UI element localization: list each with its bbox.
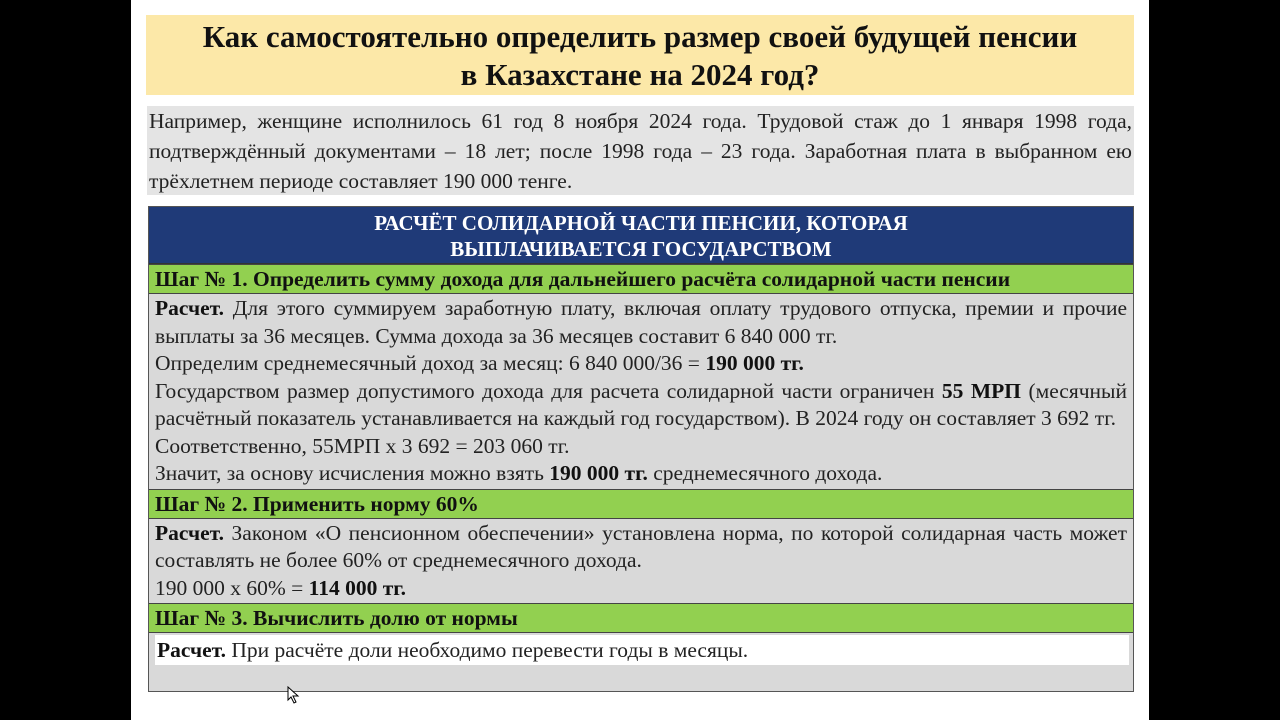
step-3-title: Шаг № 3. Вычислить долю от нормы xyxy=(149,603,1133,633)
step-1-paragraph-4: Соответственно, 55МРП х 3 692 = 203 060 тг. xyxy=(155,433,570,458)
step-1-text-3: Государством размер допустимого дохода для расчета солидарной части ограничен xyxy=(155,378,942,403)
step-1-text-3b: (месячный расчётный показатель устанавливается на каждый год государством). В 2024 году он составляет 3 692 тг. xyxy=(155,378,1128,430)
page-title xyxy=(146,15,1134,95)
step-1-text-1: Для этого суммируем заработную плату, включая оплату трудового отпуска, премии и прочие выплаты за 36 месяцев. Сумма дохода за 36 месяцев составит 6 840 000 тг. xyxy=(155,296,1128,348)
step-2-title: Шаг № 2. Применить норму 60% xyxy=(149,489,1133,519)
step-2-calculation xyxy=(149,519,1133,604)
table-header xyxy=(149,207,1133,264)
step-3-text-1: При расчёте доли необходимо перевести годы в месяцы. xyxy=(231,638,749,662)
step-3-paragraph xyxy=(155,635,1129,665)
intro-paragraph xyxy=(147,106,1134,195)
title-line-1: Как самостоятельно определить размер своей будущей пенсии xyxy=(202,19,1078,54)
step-2-paragraph-1 xyxy=(155,520,1127,575)
table-header-line-1: РАСЧЁТ СОЛИДАРНОЙ ЧАСТИ ПЕНСИИ, КОТОРАЯ xyxy=(374,211,908,235)
step-1-calculation xyxy=(149,294,1133,489)
step-2-text-2: 190 000 х 60% = xyxy=(155,575,309,600)
intro-line-3: выбранном ею трёхлетнем периоде составляет 190 000 тенге. xyxy=(149,139,1132,193)
step-2-text-1: Законом «О пенсионном обеспечении» установлена норма, по которой солидарная часть может составлять не более 60% от среднемесячного дохода. xyxy=(155,520,1128,572)
intro-line-2: года, подтверждённый документами – 18 лет; после 1998 года – 23 года. Заработная плата в xyxy=(149,109,1132,163)
step-1-paragraph-5 xyxy=(155,460,1127,488)
step-3-calculation xyxy=(149,633,1133,665)
step-1-base-income: 190 000 тг. xyxy=(549,461,648,485)
step-1-text-5: Значит, за основу исчисления можно взять xyxy=(155,461,550,485)
step-1-paragraph-3 xyxy=(155,378,1127,433)
table-header-line-2: ВЫПЛАЧИВАЕТСЯ ГОСУДАРСТВОМ xyxy=(450,237,832,261)
step-1-text-2: Определим среднемесячный доход за месяц: 6 840 000/36 = xyxy=(155,351,706,375)
calc-label: Расчет. xyxy=(155,296,224,320)
step-1-paragraph-2 xyxy=(155,350,1127,378)
step-1-paragraph-1 xyxy=(155,295,1127,350)
calculation-table xyxy=(148,206,1134,692)
title-line-2: в Казахстане на 2024 год? xyxy=(460,57,820,92)
step-2-result: 114 000 тг. xyxy=(308,575,407,600)
calc-label: Расчет. xyxy=(157,638,226,662)
step-1-average-income: 190 000 тг. xyxy=(705,351,804,375)
step-1-text-5b: среднемесячного дохода. xyxy=(647,461,883,485)
mouse-cursor-icon xyxy=(287,686,301,709)
step-1-title: Шаг № 1. Определить сумму дохода для дальнейшего расчёта солидарной части пенсии xyxy=(149,264,1133,294)
step-1-mrp-limit: 55 МРП xyxy=(941,378,1021,403)
slide xyxy=(131,0,1149,720)
calc-label: Расчет. xyxy=(155,520,224,545)
intro-line-1: Например, женщине исполнилось 61 год 8 ноября 2024 года. Трудовой стаж до 1 января 1998 xyxy=(149,109,1078,133)
step-2-paragraph-2 xyxy=(155,575,1127,603)
